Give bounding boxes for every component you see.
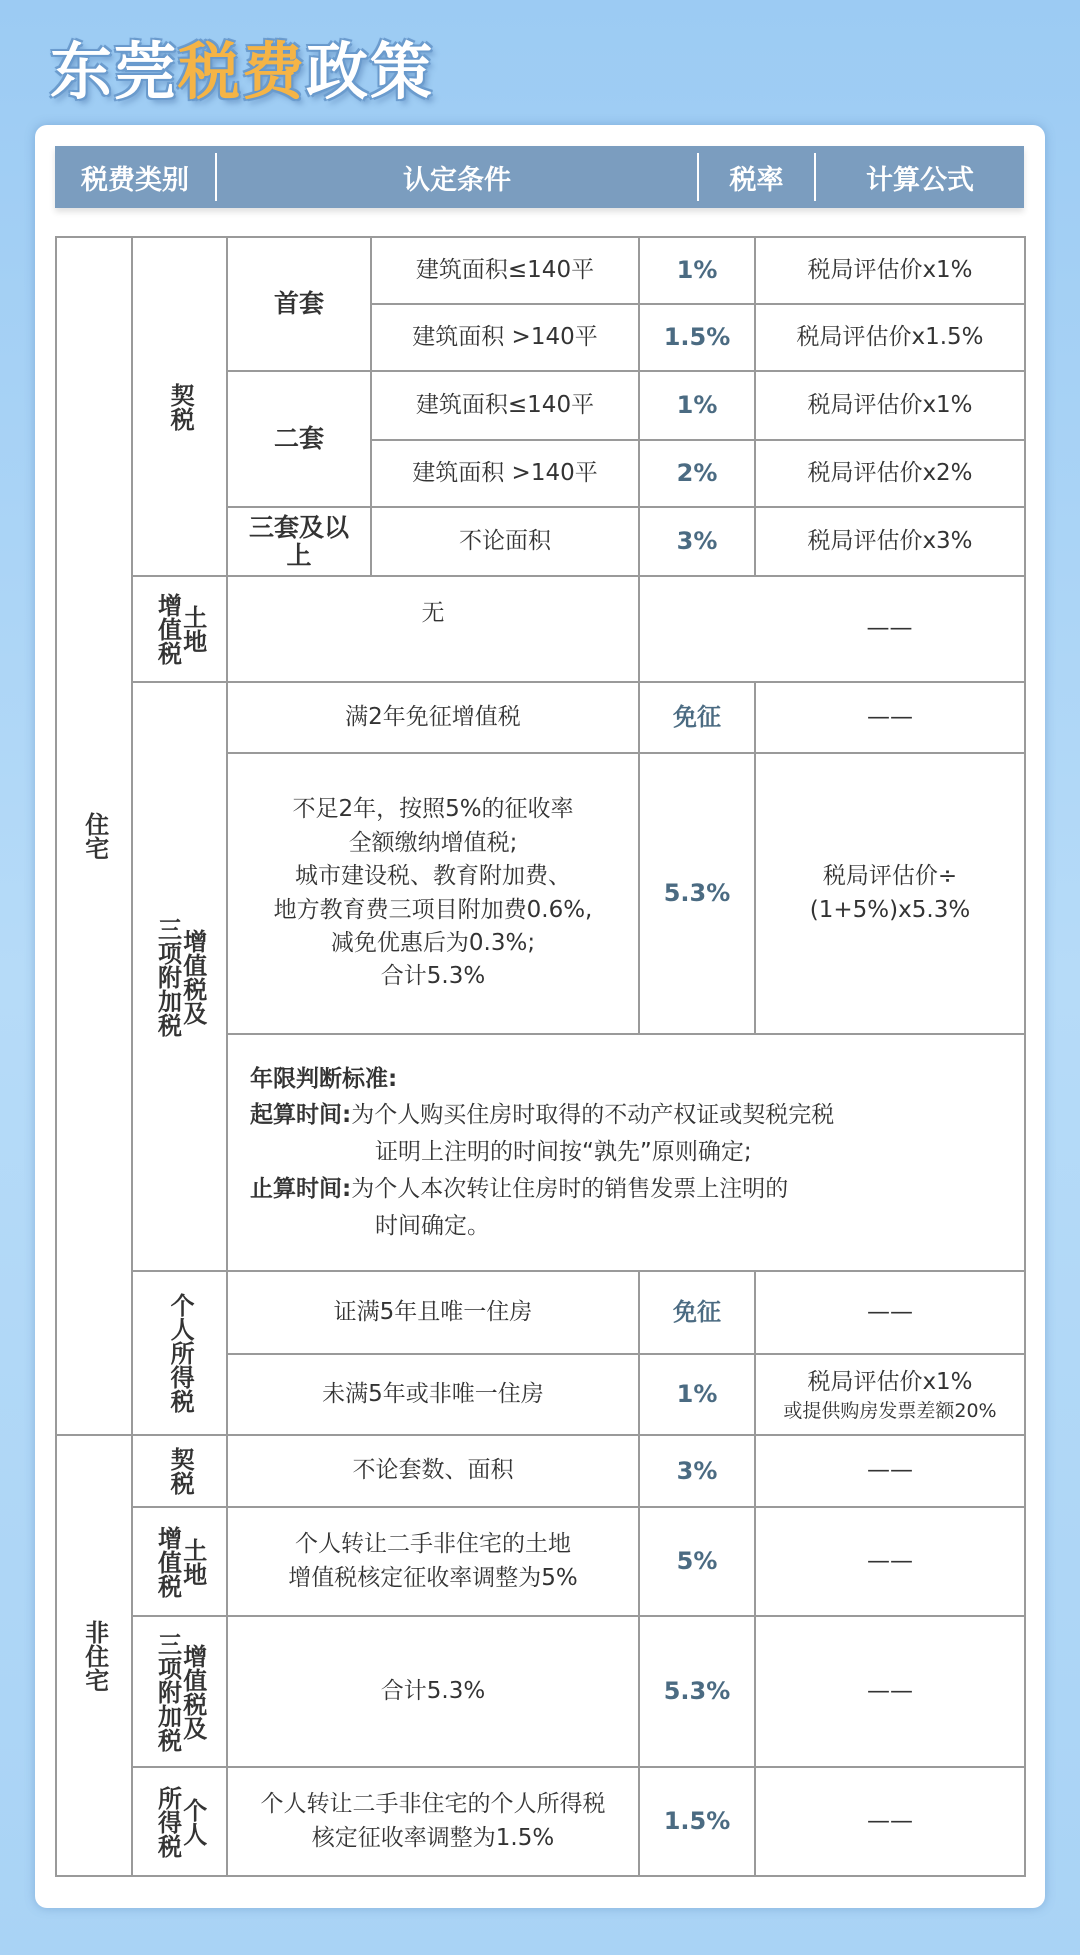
formula: —— (755, 1507, 1025, 1616)
formula: —— (755, 576, 1025, 682)
line: 全额缴纳增值税; (348, 829, 518, 856)
rate: 1.5% (639, 304, 755, 371)
rate: 免征 (639, 1271, 755, 1354)
category-vat (132, 1616, 227, 1767)
formula: —— (755, 682, 1025, 753)
table-row (56, 1616, 1025, 1767)
label: 非住宅 (80, 1619, 109, 1692)
rate: 3% (639, 507, 755, 576)
line: 城市建设税、教育附加费、 (295, 863, 571, 890)
line: 合计5.3% (380, 963, 486, 990)
condition: 证满5年且唯一住房 (227, 1271, 639, 1354)
category-residential (56, 237, 132, 1435)
table-row (56, 576, 1025, 682)
note-label: 起算时间: (250, 1102, 352, 1129)
label: 个人 (178, 1797, 207, 1846)
formula: —— (755, 1767, 1025, 1876)
label: 土地 (178, 605, 207, 653)
line: 地方教育费三项目附加费0.6%, (273, 896, 593, 923)
category-deed-tax (132, 237, 227, 576)
category-deed-tax (132, 1435, 227, 1507)
period-note (227, 1034, 1025, 1271)
line: 税局评估价÷ (822, 863, 958, 890)
line: 或提供购房发票差额20% (783, 1399, 997, 1422)
note-heading: 年限判断标准: (250, 1065, 398, 1092)
label: 所得税 (153, 1785, 182, 1858)
line: 个人转让二手非住宅的土地 (295, 1531, 571, 1558)
formula: 税局评估价x1% (755, 237, 1025, 304)
formula: 税局评估价x2% (755, 440, 1025, 507)
line: 个人转让二手非住宅的个人所得税 (260, 1791, 606, 1818)
table-header (55, 146, 1024, 208)
label: 契税 (166, 1447, 195, 1495)
line: 税局评估价x1% (807, 1369, 973, 1396)
header-rate: 税率 (729, 164, 784, 196)
rate (639, 576, 755, 682)
first-home: 首套 (227, 237, 371, 371)
formula: 税局评估价x1% (755, 371, 1025, 440)
category-land-vat (132, 576, 227, 682)
label: 增值税 (153, 593, 182, 665)
second-home: 二套 (227, 371, 371, 507)
header-category: 税费类别 (81, 164, 189, 196)
header-condition: 认定条件 (403, 164, 511, 196)
label: 住宅 (80, 812, 109, 860)
table-row (56, 237, 1025, 304)
table-row (56, 682, 1025, 753)
condition: 建筑面积 >140平 (371, 440, 639, 507)
formula: —— (755, 1616, 1025, 1767)
line: 增值税核定征收率调整为5% (288, 1564, 578, 1591)
label: 个人所得税 (166, 1293, 195, 1413)
formula: 税局评估价x3% (755, 507, 1025, 576)
category-non-residential (56, 1435, 132, 1876)
table-row (56, 1435, 1025, 1507)
label: 三项附加税 (153, 1631, 182, 1752)
third-home: 三套及以上 (227, 507, 371, 576)
title-part3: 政策 (306, 35, 435, 108)
condition (227, 1507, 639, 1616)
label: 三项附加税 (153, 916, 182, 1037)
rate: 2% (639, 440, 755, 507)
formula: 税局评估价x1.5% (755, 304, 1025, 371)
line: (1+5%)x5.3% (809, 896, 971, 923)
line: 减免优惠后为0.3%; (330, 929, 536, 956)
condition: 不论面积 (371, 507, 639, 576)
rate: 1% (639, 371, 755, 440)
rate: 1% (639, 1354, 755, 1435)
rate: 免征 (639, 682, 755, 753)
rate: 1% (639, 237, 755, 304)
line: 核定征收率调整为1.5% (311, 1824, 555, 1851)
rate: 1.5% (639, 1767, 755, 1876)
condition (227, 753, 639, 1034)
label: 增值税及 (178, 1643, 207, 1740)
condition: 合计5.3% (227, 1616, 639, 1767)
condition: 满2年免征增值税 (227, 682, 639, 753)
note-text: 为个人本次转让住房时的销售发票上注明的 (351, 1175, 789, 1202)
condition: 建筑面积≤140平 (371, 371, 639, 440)
condition: 无 (227, 576, 639, 682)
header-formula: 计算公式 (866, 164, 974, 196)
title-part1: 东莞 (50, 35, 179, 108)
label: 土地 (178, 1537, 207, 1586)
category-land-vat (132, 1507, 227, 1616)
rate: 5.3% (639, 1616, 755, 1767)
table-row (56, 1507, 1025, 1616)
condition: 未满5年或非唯一住房 (227, 1354, 639, 1435)
note-label: 止算时间: (250, 1175, 352, 1202)
condition: 不论套数、面积 (227, 1435, 639, 1507)
rate: 5.3% (639, 753, 755, 1034)
category-income-tax (132, 1271, 227, 1435)
label: 增值税 (153, 1525, 182, 1598)
note-text: 证明上注明的时间按“孰先”原则确定; (375, 1139, 752, 1166)
line: 不足2年，按照5%的征收率 (292, 796, 574, 823)
formula (755, 1354, 1025, 1435)
table-row (56, 1271, 1025, 1354)
note-text: 为个人购买住房时取得的不动产权证或契税完税 (351, 1102, 835, 1129)
tax-table (55, 236, 1026, 1877)
formula: —— (755, 1271, 1025, 1354)
page-title (50, 22, 434, 111)
title-highlight: 税费 (178, 35, 307, 108)
condition (227, 1767, 639, 1876)
condition: 建筑面积≤140平 (371, 237, 639, 304)
rate: 3% (639, 1435, 755, 1507)
category-income-tax (132, 1767, 227, 1876)
label: 契税 (166, 382, 195, 431)
condition: 建筑面积 >140平 (371, 304, 639, 371)
rate: 5% (639, 1507, 755, 1616)
category-vat (132, 682, 227, 1271)
formula (755, 753, 1025, 1034)
note-text: 时间确定。 (375, 1212, 490, 1239)
label: 增值税及 (178, 928, 207, 1025)
formula: —— (755, 1435, 1025, 1507)
table-row (56, 1767, 1025, 1876)
